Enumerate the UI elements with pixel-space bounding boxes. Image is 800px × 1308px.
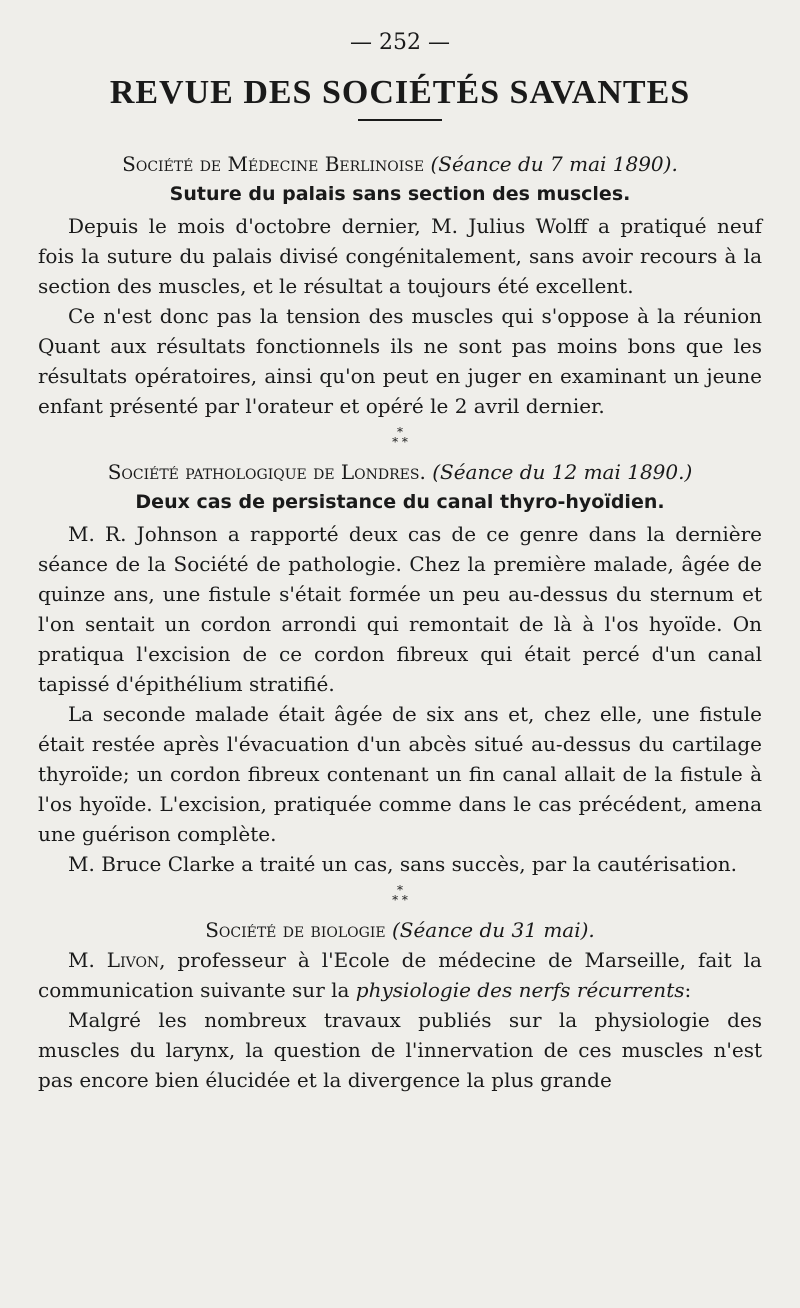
society-heading [38, 915, 762, 945]
asterism-bottom: * * [392, 435, 408, 449]
section-london [38, 457, 762, 879]
paragraph: M. R. Johnson a rapporté deux cas de ce genre dans la dernière séance de la Société de pathologie. Chez la première malade, âgée de quinze ans, une fistule s'était formée un peu au-dessus du sternum et l'on sentait un cordon arrondi qui remontait de là à l'os hyoïde. On pratiqua l'excision de ce cordon fibreux qui était percé d'un canal tapissé d'épithélium stratifié. [38, 522, 762, 696]
paragraph: La seconde malade était âgée de six ans et, chez elle, une fistule était restée après l'évacuation d'un abcès situé au-dessus du cartilage thyroïde; un cordon fibreux contenant un fin canal allait de la fistule à l'os hyoïde. L'excision, pratiquée comme dans le cas précédent, amena une guérison complète. [38, 702, 762, 846]
session-date: (Séance du 7 mai 1890). [430, 152, 678, 176]
topic-italic: physiologie des nerfs récurrents [355, 978, 685, 1002]
section-subtitle: Suture du palais sans section des muscles. [169, 183, 631, 205]
paragraph-end: : [684, 978, 692, 1002]
paragraph: Depuis le mois d'octobre dernier, M. Julius Wolff a pratiqué neuf fois la suture du palais divisé congénitalement, sans avoir recours à la section des muscles, et le résultat a toujours été excellent. [38, 214, 762, 298]
asterism-top: * [397, 883, 403, 897]
speaker-name: M. Livon, [68, 948, 166, 972]
session-date: (Séance du 31 mai). [391, 918, 595, 942]
title-rule [358, 119, 442, 121]
asterism-top: * [397, 425, 403, 439]
society-name: Société de biologie [205, 918, 386, 942]
paragraph-text: professeur à l'Ecole de médecine de Marseille, fait la communication suivante sur la [38, 948, 762, 1002]
page-title: REVUE DES SOCIÉTÉS SAVANTES [109, 74, 691, 111]
section-berlin [38, 149, 762, 421]
society-name: Société pathologique de Londres. [107, 460, 426, 484]
paragraph: Malgré les nombreux travaux publiés sur la physiologie des muscles du larynx, la question de l'innervation de ces muscles n'est pas encore bien élucidée et la divergence la plus grande [38, 1008, 762, 1092]
society-heading [38, 457, 762, 487]
paragraph: M. Bruce Clarke a traité un cas, sans succès, par la cautérisation. [68, 852, 737, 876]
page-number: — 252 — [350, 30, 450, 55]
society-name: Société de Médecine Berlinoise [122, 152, 425, 176]
asterism [38, 427, 762, 447]
society-heading [38, 149, 762, 179]
section-subtitle: Deux cas de persistance du canal thyro-hyoïdien. [135, 491, 665, 513]
section-biologie [38, 915, 762, 1095]
asterism-bottom: * * [392, 893, 408, 907]
session-date: (Séance du 12 mai 1890.) [432, 460, 693, 484]
paragraph: Ce n'est donc pas la tension des muscles qui s'oppose à la réunion Quant aux résultats fonctionnels ils ne sont pas moins bons que les résultats opératoires, ainsi qu'on peut en juger en examinant un jeune enfant présenté par l'orateur et opéré le 2 avril dernier. [38, 304, 762, 418]
asterism [38, 885, 762, 905]
paragraph [38, 945, 762, 1005]
